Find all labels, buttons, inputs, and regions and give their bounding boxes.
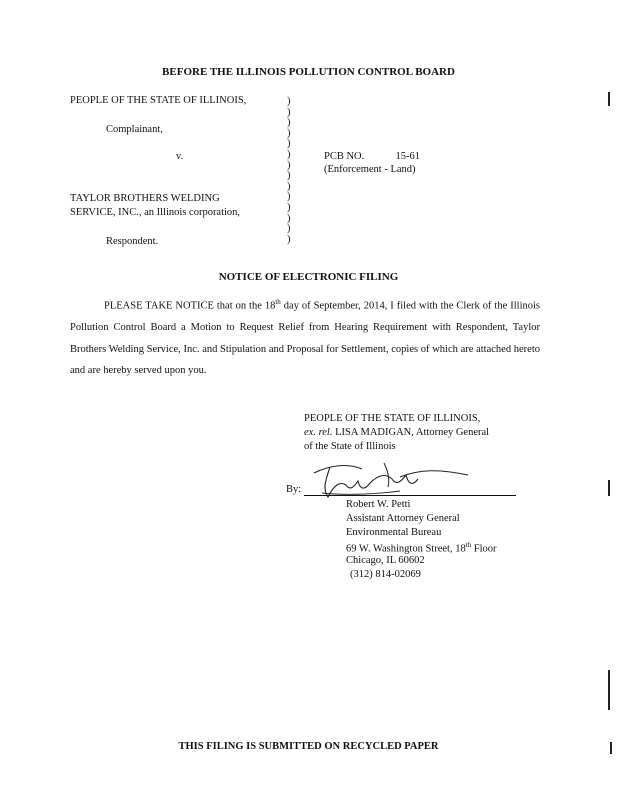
address-part1: 69 W. Washington Street, 18 — [346, 543, 466, 555]
signer-bureau: Environmental Bureau — [346, 527, 442, 538]
paren: ) — [287, 106, 291, 118]
paren: ) — [287, 148, 291, 160]
scan-artifact — [608, 670, 610, 710]
paren: ) — [287, 170, 291, 182]
ex-rel-rest: LISA MADIGAN, Attorney General — [332, 427, 490, 438]
paren: ) — [287, 233, 291, 245]
caption-parentheses — [287, 97, 291, 245]
signer-phone: (312) 814-02069 — [350, 569, 421, 580]
address-part2: Floor — [471, 543, 497, 555]
signer-city: Chicago, IL 60602 — [346, 555, 425, 566]
case-number-value: 15-61 — [395, 151, 421, 162]
paren: ) — [287, 191, 291, 203]
case-number-label: PCB NO. — [324, 151, 365, 162]
address-sup: th — [465, 541, 472, 549]
case-type: (Enforcement - Land) — [324, 164, 416, 175]
case-number — [324, 151, 420, 162]
paren: ) — [287, 127, 291, 139]
respondent-name-line2: SERVICE, INC., an Illinois corporation, — [70, 207, 241, 218]
scan-artifact — [610, 742, 612, 754]
notice-body — [70, 292, 540, 382]
respondent-role: Respondent. — [106, 236, 159, 247]
notice-heading: NOTICE OF ELECTRONIC FILING — [218, 271, 399, 283]
by-label: By: — [286, 484, 302, 495]
notice-body-sup: th — [275, 298, 281, 306]
ex-rel-italic: ex. rel. — [304, 427, 333, 438]
complainant-name: PEOPLE OF THE STATE OF ILLINOIS, — [70, 95, 247, 106]
respondent-name-line1: TAYLOR BROTHERS WELDING — [70, 193, 220, 204]
notice-body-part2: day of September, 2014, I filed with the Clerk of the Illinois Pollution Control Board a Motion to Request Relief from Hearing Requirement with Respondent, Taylor Brothers Welding Service, Inc. and Stipulation and Proposal for Settlement, copies of which are attached hereto and are hereby served upon you. — [70, 300, 540, 376]
signature-line — [304, 495, 516, 496]
versus-label: v. — [176, 151, 184, 162]
complainant-role: Complainant, — [106, 124, 163, 135]
paren: ) — [287, 117, 291, 129]
paren: ) — [287, 201, 291, 213]
signer-address — [346, 541, 497, 555]
scan-artifact — [608, 480, 610, 496]
paren: ) — [287, 180, 291, 192]
signature-party: PEOPLE OF THE STATE OF ILLINOIS, — [304, 413, 481, 424]
signer-name: Robert W. Petti — [346, 499, 411, 510]
scan-artifact — [608, 92, 610, 106]
paren: ) — [287, 96, 291, 107]
signer-title: Assistant Attorney General — [346, 513, 460, 524]
footer-recycled: THIS FILING IS SUBMITTED ON RECYCLED PAPER — [178, 741, 439, 752]
paren: ) — [287, 212, 291, 224]
signature-state: of the State of Illinois — [304, 441, 396, 452]
paren: ) — [287, 138, 291, 150]
paren: ) — [287, 223, 291, 235]
paren: ) — [287, 159, 291, 171]
board-title: BEFORE THE ILLINOIS POLLUTION CONTROL BOARD — [162, 66, 455, 78]
signature-ex-rel — [304, 427, 489, 438]
notice-body-part1: PLEASE TAKE NOTICE that on the 18 — [104, 300, 276, 312]
